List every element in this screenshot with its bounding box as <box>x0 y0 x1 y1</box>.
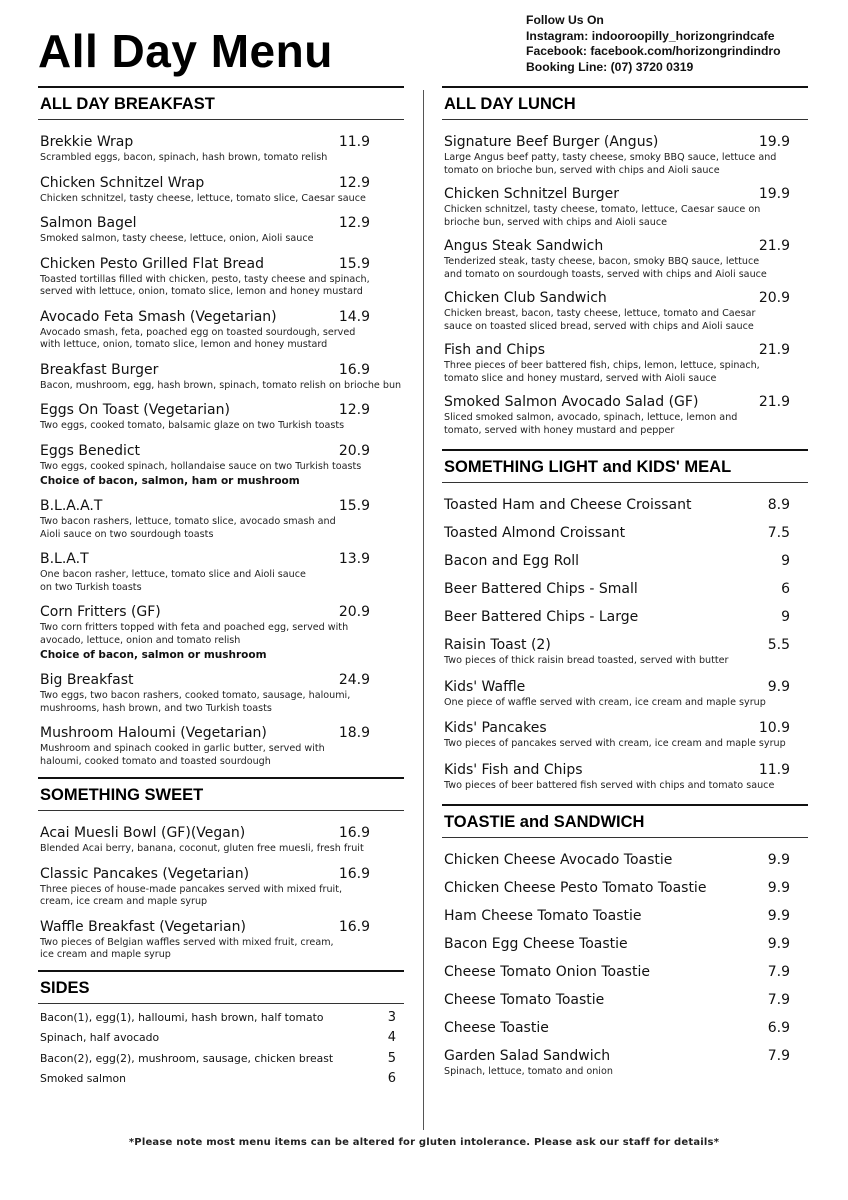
item-name: Toasted Ham and Cheese Croissant <box>444 497 692 513</box>
description-line: Chicken breast, bacon, tasty cheese, lettuce, tomato and Caesar <box>444 308 756 319</box>
item-price: 7.5 <box>767 525 790 541</box>
menu-item <box>40 724 404 768</box>
item-price: 15.9 <box>338 255 370 272</box>
gluten-note: *Please note most menu items can be altered for gluten intolerance. Please ask our staff for details* <box>128 1137 720 1148</box>
item-name: Cheese Tomato Toastie <box>444 992 605 1008</box>
item-name: Waffle Breakfast (Vegetarian) <box>40 918 246 935</box>
item-name: Brekkie Wrap <box>40 134 134 150</box>
menu-item <box>444 879 808 897</box>
menu-item <box>40 133 404 165</box>
item-description <box>444 204 808 229</box>
menu-item <box>40 824 404 856</box>
side-name: Bacon(1), egg(1), halloumi, hash brown, half tomato <box>40 1010 324 1024</box>
menu-item <box>444 636 808 668</box>
item-description <box>40 569 404 594</box>
item-name: Mushroom Haloumi (Vegetarian) <box>40 725 267 741</box>
sides-items <box>38 1004 404 1090</box>
item-price: 7.9 <box>767 992 790 1008</box>
description-line: mushrooms, hash brown, and two Turkish toasts <box>40 702 272 714</box>
side-item <box>40 1028 404 1049</box>
description-line: Bacon, mushroom, egg, hash brown, spinach, tomato relish on brioche bun <box>40 379 402 391</box>
description-line: Three pieces of beer battered fish, chips, lemon, lettuce, spinach, <box>444 360 760 371</box>
item-name: Kids' Fish and Chips <box>444 761 583 778</box>
item-description <box>444 360 808 385</box>
menu-item <box>444 761 808 793</box>
item-price: 21.9 <box>758 394 790 410</box>
item-description <box>40 690 404 715</box>
description-line: haloumi, cooked tomato and toasted sourdough <box>40 755 271 767</box>
menu-item <box>444 580 808 598</box>
description-line: One bacon rasher, lettuce, tomato slice and Aioli sauce <box>40 569 306 580</box>
menu-item <box>40 361 404 393</box>
menu-item <box>444 289 808 333</box>
side-item <box>40 1049 404 1070</box>
item-name: Acai Muesli Bowl (GF)(Vegan) <box>40 825 246 841</box>
item-name: Breakfast Burger <box>40 361 159 378</box>
breakfast-section <box>38 86 404 776</box>
item-name: Avocado Feta Smash (Vegetarian) <box>40 308 277 325</box>
menu-item <box>40 865 404 909</box>
item-name: Chicken Schnitzel Burger <box>444 186 620 202</box>
menu-item <box>444 963 808 981</box>
description-line: Two pieces of beer battered fish served with chips and tomato sauce <box>444 779 775 791</box>
description-line: tomato slice and honey mustard, served with Aioli sauce <box>444 372 717 384</box>
side-price: 4 <box>387 1030 396 1045</box>
item-price: 16.9 <box>338 918 370 935</box>
menu-item <box>40 401 404 433</box>
item-price: 9.9 <box>767 936 790 952</box>
menu-item <box>444 719 808 751</box>
item-name: Chicken Cheese Pesto Tomato Toastie <box>444 880 707 896</box>
item-description <box>40 937 404 962</box>
description-line: Two eggs, cooked spinach, hollandaise sauce on two Turkish toasts <box>40 460 362 472</box>
facebook-link: Facebook: facebook.com/horizongrindindro <box>526 44 781 58</box>
menu-item <box>40 308 404 352</box>
description-line: sauce on toasted sliced bread, served with chips and Aioli sauce <box>444 320 754 332</box>
item-price: 11.9 <box>338 134 370 150</box>
item-price: 6 <box>781 581 790 597</box>
item-price: 15.9 <box>338 498 370 514</box>
item-description <box>40 274 404 299</box>
menu-item <box>444 341 808 385</box>
menu-item <box>444 524 808 542</box>
description-line: tomato on brioche bun, served with chips and Aioli sauce <box>444 164 720 176</box>
description-line: Two pieces of pancakes served with cream, ice cream and maple syrup <box>444 738 786 749</box>
menu-item <box>40 550 404 594</box>
description-line: brioche bun, served with chips and Aioli sauce <box>444 216 668 228</box>
side-price: 6 <box>387 1071 396 1086</box>
menu-item <box>40 918 404 962</box>
item-name: Eggs On Toast (Vegetarian) <box>40 402 230 418</box>
item-price: 19.9 <box>758 186 790 202</box>
description-line: with lettuce, onion, tomato slice, lemon and honey mustard <box>40 339 328 350</box>
light-section <box>442 449 808 800</box>
sweet-items <box>38 824 404 970</box>
item-name: Bacon Egg Cheese Toastie <box>444 936 628 952</box>
item-price: 24.9 <box>338 672 370 688</box>
item-name: Ham Cheese Tomato Toastie <box>444 908 642 924</box>
menu-item <box>444 552 808 570</box>
item-price: 9.9 <box>767 880 790 896</box>
item-name: Big Breakfast <box>40 672 134 688</box>
item-description <box>444 780 808 793</box>
item-description <box>40 843 404 856</box>
description-line: avocado, lettuce, onion and tomato relish <box>40 634 241 646</box>
item-description <box>40 743 404 768</box>
menu-item <box>444 237 808 281</box>
item-description <box>444 655 808 668</box>
item-description <box>444 308 808 333</box>
menu-item <box>444 496 808 514</box>
side-item <box>40 1008 404 1029</box>
item-name: Eggs Benedict <box>40 442 141 459</box>
lunch-items <box>442 133 808 445</box>
menu-item <box>40 497 404 541</box>
menu-item <box>444 678 808 710</box>
item-price: 21.9 <box>758 238 790 254</box>
side-name: Spinach, half avocado <box>40 1031 160 1044</box>
item-name: B.L.A.A.T <box>40 498 103 514</box>
item-price: 13.9 <box>338 551 370 567</box>
item-price: 16.9 <box>338 825 370 841</box>
item-price: 9.9 <box>767 908 790 924</box>
side-item <box>40 1069 404 1090</box>
menu-item <box>40 671 404 715</box>
item-price: 14.9 <box>338 308 370 325</box>
menu-item <box>40 214 404 246</box>
toastie-items <box>442 851 808 1087</box>
section-heading: TOASTIE and SANDWICH <box>442 804 808 838</box>
item-description <box>40 622 404 647</box>
item-price: 20.9 <box>338 604 370 620</box>
item-name: Kids' Waffle <box>444 678 526 695</box>
item-price: 8.9 <box>767 497 790 513</box>
item-price: 18.9 <box>338 725 370 741</box>
item-name: Garden Salad Sandwich <box>444 1048 611 1064</box>
social-info <box>526 13 781 75</box>
item-price: 10.9 <box>758 720 790 736</box>
description-line: cream, ice cream and maple syrup <box>40 896 208 907</box>
item-name: Beer Battered Chips - Large <box>444 609 639 625</box>
side-price: 3 <box>387 1009 396 1025</box>
description-line: on two Turkish toasts <box>40 581 142 593</box>
side-name: Smoked salmon <box>40 1072 126 1085</box>
description-line: One piece of waffle served with cream, ice cream and maple syrup <box>444 696 766 708</box>
item-description <box>40 233 404 246</box>
follow-label: Follow Us On <box>526 13 604 27</box>
side-name: Bacon(2), egg(2), mushroom, sausage, chicken breast <box>40 1051 334 1065</box>
item-price: 21.9 <box>758 342 790 358</box>
menu-item <box>444 393 808 437</box>
item-description <box>444 152 808 177</box>
menu-item <box>444 851 808 869</box>
toastie-section <box>442 804 808 1087</box>
lunch-section <box>442 86 808 445</box>
item-note: Choice of bacon, salmon, ham or mushroom <box>40 475 300 487</box>
description-line: Two eggs, cooked tomato, balsamic glaze on two Turkish toasts <box>40 420 345 431</box>
menu-item <box>444 907 808 925</box>
item-name: Chicken Club Sandwich <box>444 290 607 306</box>
description-line: Spinach, lettuce, tomato and onion <box>444 1066 613 1077</box>
description-line: Scrambled eggs, bacon, spinach, hash brown, tomato relish <box>40 152 328 163</box>
right-column <box>442 86 808 1087</box>
instagram-handle: Instagram: indooroopilly_horizongrindcafe <box>526 28 775 43</box>
description-line: Tenderized steak, tasty cheese, bacon, smoky BBQ sauce, lettuce <box>444 256 760 267</box>
menu-item <box>444 1019 808 1037</box>
item-name: Classic Pancakes (Vegetarian) <box>40 865 250 882</box>
item-description <box>40 420 404 433</box>
menu-item <box>40 442 404 489</box>
item-name: B.L.A.T <box>40 551 89 567</box>
section-heading: SOMETHING LIGHT and KIDS' MEAL <box>442 449 808 483</box>
light-items <box>442 496 808 800</box>
description-line: Two pieces of Belgian waffles served with mixed fruit, cream, <box>40 936 334 948</box>
item-price: 7.9 <box>767 1048 790 1064</box>
description-line: tomato, served with honey mustard and pepper <box>444 424 675 436</box>
sweet-section <box>38 777 404 970</box>
breakfast-items <box>38 133 404 776</box>
description-line: served with lettuce, onion, tomato slice, lemon and honey mustard <box>40 286 363 297</box>
item-description <box>444 738 808 751</box>
item-price: 19.9 <box>758 134 790 150</box>
item-price: 16.9 <box>338 361 370 378</box>
item-description <box>444 412 808 437</box>
description-line: Two eggs, two bacon rashers, cooked tomato, sausage, haloumi, <box>40 690 351 701</box>
description-line: and tomato on sourdough toasts, served with chips and Aioli sauce <box>444 268 767 280</box>
description-line: Chicken schnitzel, tasty cheese, lettuce, tomato slice, Caesar sauce <box>40 192 366 204</box>
menu-item <box>444 991 808 1009</box>
item-price: 20.9 <box>338 442 370 459</box>
item-description <box>40 516 404 541</box>
item-price: 11.9 <box>758 761 790 778</box>
item-description <box>444 1066 808 1079</box>
menu-item <box>444 608 808 626</box>
description-line: Avocado smash, feta, poached egg on toasted sourdough, served <box>40 326 356 338</box>
item-price: 16.9 <box>338 865 370 882</box>
description-line: Large Angus beef patty, tasty cheese, smoky BBQ sauce, lettuce and <box>444 152 777 163</box>
item-name: Beer Battered Chips - Small <box>444 581 638 597</box>
menu-item <box>444 1047 808 1079</box>
item-name: Salmon Bagel <box>40 215 137 231</box>
item-price: 12.9 <box>338 174 370 191</box>
page-title: All Day Menu <box>38 25 333 77</box>
description-line: ice cream and maple syrup <box>40 949 171 960</box>
item-name: Raisin Toast (2) <box>444 637 551 653</box>
description-line: Three pieces of house-made pancakes served with mixed fruit, <box>40 883 343 895</box>
description-line: Sliced smoked salmon, avocado, spinach, lettuce, lemon and <box>444 412 738 423</box>
item-price: 20.9 <box>758 290 790 306</box>
menu-item <box>444 185 808 229</box>
item-price: 5.5 <box>767 637 790 653</box>
description-line: Toasted tortillas filled with chicken, pesto, tasty cheese and spinach, <box>40 273 370 285</box>
column-divider <box>423 90 424 1130</box>
item-name: Corn Fritters (GF) <box>40 604 161 620</box>
item-name: Cheese Tomato Onion Toastie <box>444 964 650 980</box>
item-name: Bacon and Egg Roll <box>444 553 580 569</box>
item-description <box>40 327 404 352</box>
item-description <box>40 193 404 206</box>
item-description <box>444 256 808 281</box>
item-price: 12.9 <box>338 215 370 231</box>
description-line: Chicken schnitzel, tasty cheese, tomato, lettuce, Caesar sauce on <box>444 204 761 215</box>
item-price: 12.9 <box>338 402 370 418</box>
item-description <box>40 152 404 165</box>
description-line: Aioli sauce on two sourdough toasts <box>40 528 214 540</box>
item-name: Kids' Pancakes <box>444 720 547 736</box>
item-description <box>444 697 808 710</box>
description-line: Mushroom and spinach cooked in garlic butter, served with <box>40 743 325 754</box>
item-price: 6.9 <box>767 1020 790 1036</box>
description-line: Blended Acai berry, banana, coconut, gluten free muesli, fresh fruit <box>40 843 364 854</box>
item-price: 9.9 <box>767 852 790 868</box>
item-name: Smoked Salmon Avocado Salad (GF) <box>444 394 699 410</box>
item-price: 9.9 <box>767 678 790 695</box>
menu-item <box>444 133 808 177</box>
item-name: Signature Beef Burger (Angus) <box>444 134 659 150</box>
item-name: Angus Steak Sandwich <box>444 238 604 254</box>
item-description <box>40 884 404 909</box>
item-price: 7.9 <box>767 964 790 980</box>
item-name: Chicken Cheese Avocado Toastie <box>444 852 673 868</box>
item-price: 9 <box>781 553 790 569</box>
menu-item <box>40 603 404 662</box>
item-description <box>40 380 404 393</box>
item-name: Cheese Toastie <box>444 1020 549 1036</box>
section-heading: ALL DAY LUNCH <box>442 86 808 120</box>
section-heading: SIDES <box>38 970 404 1004</box>
item-name: Chicken Schnitzel Wrap <box>40 174 205 191</box>
section-heading: SOMETHING SWEET <box>38 777 404 811</box>
item-description <box>40 461 404 474</box>
menu-item <box>444 935 808 953</box>
item-name: Fish and Chips <box>444 342 546 358</box>
description-line: Two corn fritters topped with feta and poached egg, served with <box>40 622 349 633</box>
description-line: Smoked salmon, tasty cheese, lettuce, onion, Aioli sauce <box>40 233 314 244</box>
side-price: 5 <box>387 1050 396 1066</box>
booking-line: Booking Line: (07) 3720 0319 <box>526 59 694 74</box>
menu-item <box>40 174 404 206</box>
item-note: Choice of bacon, salmon or mushroom <box>40 649 267 661</box>
description-line: Two bacon rashers, lettuce, tomato slice, avocado smash and <box>40 516 336 527</box>
sides-section <box>38 970 404 1090</box>
left-column <box>38 86 404 1090</box>
item-name: Toasted Almond Croissant <box>444 525 626 541</box>
description-line: Two pieces of thick raisin bread toasted, served with butter <box>444 655 729 666</box>
item-price: 9 <box>781 609 790 625</box>
menu-item <box>40 255 404 299</box>
section-heading: ALL DAY BREAKFAST <box>38 86 404 120</box>
item-name: Chicken Pesto Grilled Flat Bread <box>40 255 264 272</box>
